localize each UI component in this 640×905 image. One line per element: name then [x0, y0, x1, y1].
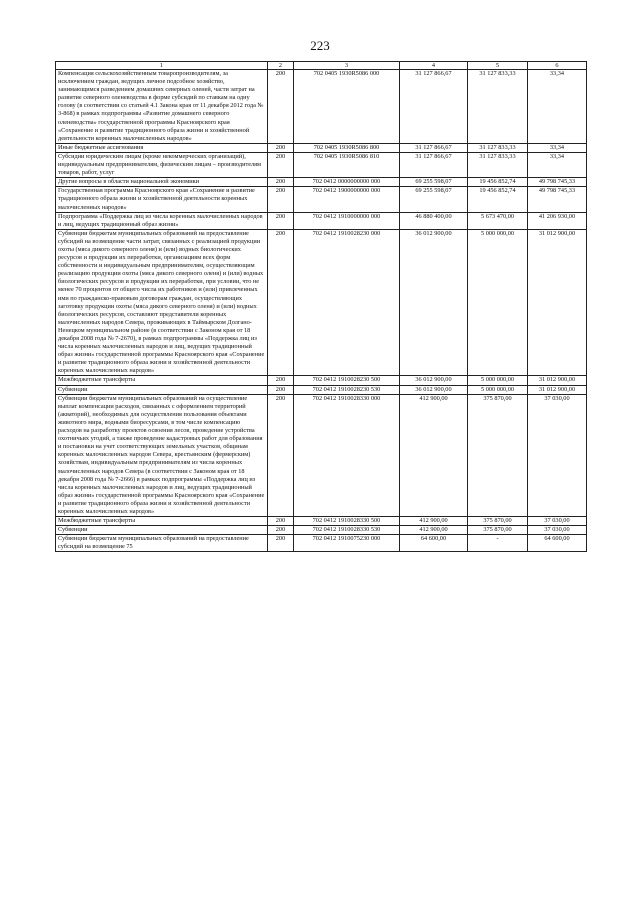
table-row: [56, 376, 587, 385]
amount-cell: 375 870,00: [468, 517, 528, 526]
amount-cell: 31 012 900,00: [528, 376, 587, 385]
amount-cell: 5 000 000,00: [468, 229, 528, 376]
amount-cell: 49 798 745,33: [528, 187, 587, 212]
amount-cell: 31 127 833,33: [468, 70, 528, 144]
amount-cell: 49 798 745,33: [528, 178, 587, 187]
amount-cell: 19 456 852,74: [468, 178, 528, 187]
amount-cell: 41 206 930,00: [528, 212, 587, 229]
amount-cell: 69 255 598,07: [400, 178, 468, 187]
amount-cell: -: [468, 535, 528, 552]
classification-code-cell: 702 0412 1910028230 500: [294, 376, 400, 385]
table-row: [56, 178, 587, 187]
code-cell: 200: [268, 70, 294, 144]
amount-cell: 412 900,00: [400, 526, 468, 535]
amount-cell: 37 030,00: [528, 526, 587, 535]
amount-cell: 412 900,00: [400, 394, 468, 516]
amount-cell: 412 900,00: [400, 517, 468, 526]
amount-cell: 31 127 866,67: [400, 152, 468, 177]
amount-cell: 5 000 000,00: [468, 376, 528, 385]
item-name-cell: Субвенции бюджетам муниципальных образований на предоставление субсидий на возмещение 75: [56, 535, 268, 552]
amount-cell: 5 673 470,00: [468, 212, 528, 229]
code-cell: 200: [268, 143, 294, 152]
item-name-cell: Субвенции бюджетам муниципальных образований на предоставление субсидий на возмещение части затрат, связанных с реализацией продукции охоты (мяса дикого северного оленя) и (или) водных биологических ресурсов и продукции их переработки, организациям всех форм собственности и индивидуальным предпринимателям, осуществляющим реализацию продукции охоты (мяса дикого северного оленя) и (или) водных биологических ресурсов и продукции их переработки, при условии, что не менее 70 процентов от общего числа их работников и (или) привлеченных ими по гражданско-правовым договорам граждан, осуществляющих заготовку продукции охоты (мяса дикого северного оленя) и (или) водных биологических ресурсов, составляют представители коренных малочисленных народов Севера, проживающих в Таймырском Долгано-Ненецком муниципальном районе (в соответствии с Законом края от 18 декабря 2008 года № 7-2670), в рамках подпрограммы «Поддержка лиц из числа коренных малочисленных народов и лиц, ведущих традиционный образ жизни» государственной программы Красноярского края «Сохранение и развитие традиционного образа жизни и хозяйственной деятельности коренных малочисленных народов»: [56, 229, 268, 376]
table-row: [56, 187, 587, 212]
code-cell: 200: [268, 394, 294, 516]
classification-code-cell: 702 0405 1930R5086 800: [294, 143, 400, 152]
amount-cell: 69 255 598,07: [400, 187, 468, 212]
item-name-cell: Подпрограмма «Поддержка лиц из числа коренных малочисленных народов и лиц, ведущих традиционный образ жизни»: [56, 212, 268, 229]
table-row: [56, 152, 587, 177]
page-number: 223: [310, 38, 330, 53]
classification-code-cell: 702 0405 1930R5086 810: [294, 152, 400, 177]
amount-cell: 36 012 900,00: [400, 229, 468, 376]
item-name-cell: Межбюджетные трансферты: [56, 517, 268, 526]
table-body: [56, 70, 587, 552]
amount-cell: 5 000 000,00: [468, 385, 528, 394]
column-header: 6: [528, 62, 587, 70]
table-row: [56, 385, 587, 394]
amount-cell: 33,34: [528, 152, 587, 177]
item-name-cell: Другие вопросы в области национальной экономики: [56, 178, 268, 187]
table-row: [56, 70, 587, 144]
budget-table: [55, 61, 587, 552]
amount-cell: 37 030,00: [528, 394, 587, 516]
table-row: [56, 517, 587, 526]
item-name-cell: Субвенции бюджетам муниципальных образований на осуществление выплат компенсации расходов, связанных с оформлением территорий (акваторий), необходимых для осуществления пользования объектами животного мира, водными биоресурсами, в том числе компенсацию расходов на разработку проектов освоения лесов, проведение устройства охотничьих угодий, а также проведение кадастровых работ для образования и постановки на учет соответствующих земельных участков, общинам коренных малочисленных народов Севера, крестьянским (фермерским) хозяйствам, индивидуальным предпринимателям из числа коренных малочисленных народов Севера (в соответствии с Законом края от 18 декабря 2008 года № 7-2666) в рамках подпрограммы «Поддержка лиц из числа коренных малочисленных народов и лиц, ведущих традиционный образ жизни» государственной программы Красноярского края «Сохранение и развитие традиционного образа жизни и хозяйственной деятельности коренных малочисленных народов»: [56, 394, 268, 516]
column-header: 4: [400, 62, 468, 70]
amount-cell: 19 456 852,74: [468, 187, 528, 212]
code-cell: 200: [268, 152, 294, 177]
code-cell: 200: [268, 526, 294, 535]
classification-code-cell: 702 0412 1910075230 000: [294, 535, 400, 552]
classification-code-cell: 702 0412 1910028330 530: [294, 526, 400, 535]
amount-cell: 36 012 900,00: [400, 385, 468, 394]
code-cell: 200: [268, 385, 294, 394]
code-cell: 200: [268, 376, 294, 385]
item-name-cell: Межбюджетные трансферты: [56, 376, 268, 385]
table-header-row: [56, 62, 587, 70]
item-name-cell: Субвенции: [56, 385, 268, 394]
classification-code-cell: 702 0412 1910028230 000: [294, 229, 400, 376]
code-cell: 200: [268, 187, 294, 212]
amount-cell: 37 030,00: [528, 517, 587, 526]
amount-cell: 31 127 866,67: [400, 143, 468, 152]
item-name-cell: Субвенции: [56, 526, 268, 535]
amount-cell: 375 870,00: [468, 526, 528, 535]
code-cell: 200: [268, 535, 294, 552]
amount-cell: 375 870,00: [468, 394, 528, 516]
table-row: [56, 229, 587, 376]
classification-code-cell: 702 0412 1910028230 530: [294, 385, 400, 394]
table-row: [56, 212, 587, 229]
table-row: [56, 526, 587, 535]
column-header: 3: [294, 62, 400, 70]
code-cell: 200: [268, 178, 294, 187]
item-name-cell: Компенсация сельскохозяйственным товаропроизводителям, за исключением граждан, ведущих личное подсобное хозяйство, занимающимся разведением домашних северных оленей, части затрат на развитие северного оленеводства в форме субсидий по ставкам на одну голову (в соответствии со статьей 4.1 Закона края от 11 декабря 2012 года № 3-868) в рамках подпрограммы «Развитие домашнего северного оленеводства» государственной программы Красноярского края «Сохранение и развитие традиционного образа жизни и хозяйственной деятельности коренных малочисленных народов»: [56, 70, 268, 144]
classification-code-cell: 702 0405 1930R5086 000: [294, 70, 400, 144]
table-row: [56, 535, 587, 552]
classification-code-cell: 702 0412 1910028330 500: [294, 517, 400, 526]
item-name-cell: Государственная программа Красноярского края «Сохранение и развитие традиционного образа жизни и хозяйственной деятельности коренных малочисленных народов»: [56, 187, 268, 212]
code-cell: 200: [268, 212, 294, 229]
amount-cell: 31 127 833,33: [468, 143, 528, 152]
code-cell: 200: [268, 229, 294, 376]
table-row: [56, 143, 587, 152]
amount-cell: 46 880 400,00: [400, 212, 468, 229]
item-name-cell: Иные бюджетные ассигнования: [56, 143, 268, 152]
column-header: 1: [56, 62, 268, 70]
classification-code-cell: 702 0412 1910000000 000: [294, 212, 400, 229]
amount-cell: 33,34: [528, 143, 587, 152]
amount-cell: 36 012 900,00: [400, 376, 468, 385]
amount-cell: 33,34: [528, 70, 587, 144]
classification-code-cell: 702 0412 1910028330 000: [294, 394, 400, 516]
column-header: 2: [268, 62, 294, 70]
table-row: [56, 394, 587, 516]
classification-code-cell: 702 0412 0000000000 000: [294, 178, 400, 187]
column-header: 5: [468, 62, 528, 70]
amount-cell: 64 600,00: [528, 535, 587, 552]
code-cell: 200: [268, 517, 294, 526]
amount-cell: 31 127 833,33: [468, 152, 528, 177]
amount-cell: 31 012 900,00: [528, 385, 587, 394]
amount-cell: 64 600,00: [400, 535, 468, 552]
amount-cell: 31 127 866,67: [400, 70, 468, 144]
item-name-cell: Субсидии юридическим лицам (кроме некоммерческих организаций), индивидуальным предпринимателям, физическим лицам – производителям товаров, работ, услуг: [56, 152, 268, 177]
amount-cell: 31 012 900,00: [528, 229, 587, 376]
classification-code-cell: 702 0412 1900000000 000: [294, 187, 400, 212]
